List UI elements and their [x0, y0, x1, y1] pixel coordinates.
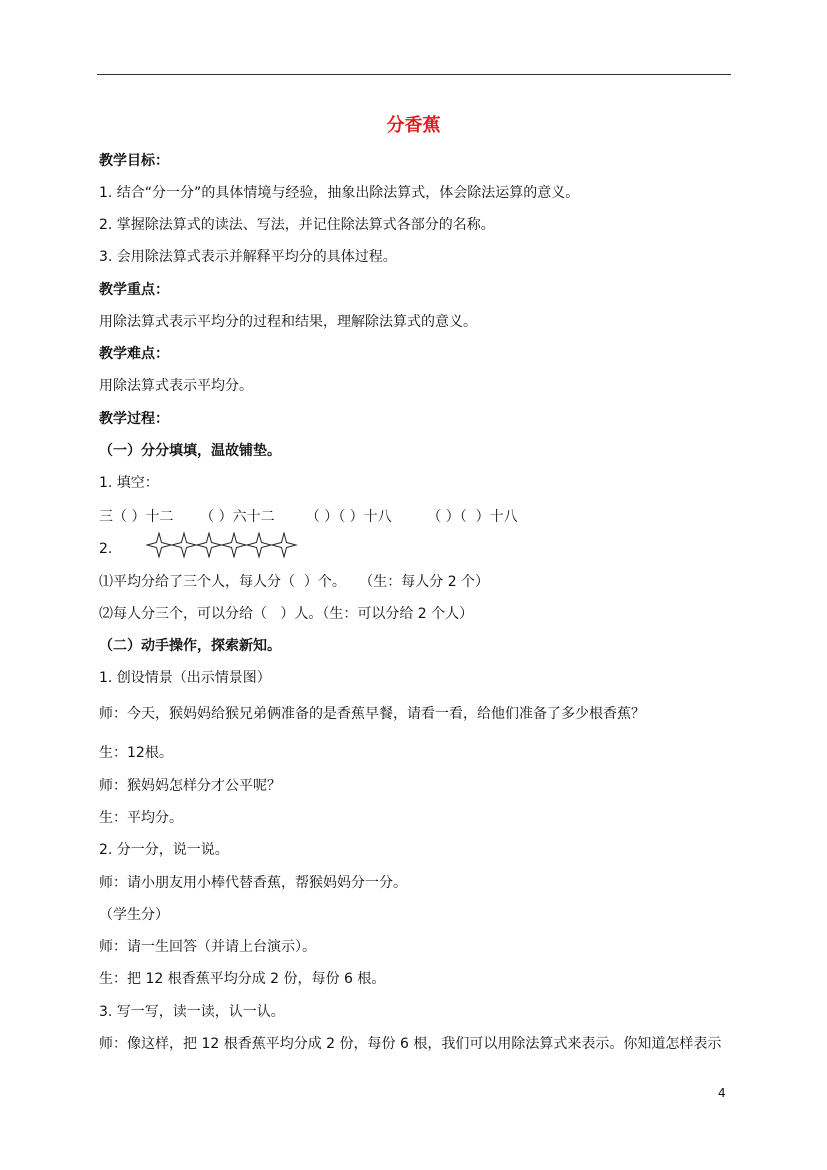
line-5: 用除法算式表示平均分的过程和结果，理解除法算式的意义。 [99, 314, 477, 330]
line-15: （二）动手操作，探索新知。 [99, 638, 281, 654]
header-rule [97, 74, 731, 75]
line-21: 2. 分一分，说一说。 [99, 842, 229, 858]
line-9: （一）分分填填，温故铺垫。 [99, 443, 281, 459]
stars-figure [146, 532, 300, 558]
star-icon [272, 533, 296, 557]
line-0: 教学目标： [99, 153, 169, 169]
page-number: 4 [718, 1086, 726, 1100]
line-12: 2. [99, 541, 113, 557]
line-11: 三（ ）十二 （ ）六十二 （ ）（ ）十八 （ ）（ ）十八 [99, 509, 518, 525]
line-16: 1. 创设情景（出示情景图） [99, 670, 271, 686]
line-23: （学生分） [99, 907, 169, 923]
line-1: 1. 结合“分一分”的具体情境与经验，抽象出除法算式，体会除法运算的意义。 [99, 185, 580, 201]
line-10: 1. 填空： [99, 475, 159, 491]
star-icon [222, 533, 246, 557]
line-3: 3. 会用除法算式表示并解释平均分的具体过程。 [99, 249, 397, 265]
star-icon [172, 533, 196, 557]
line-14: ⑵每人分三个，可以分给（ ）人。（生：可以分给 2 个人） [99, 606, 474, 622]
star-icon [147, 533, 171, 557]
line-24: 师：请一生回答（并请上台演示）。 [99, 939, 316, 955]
line-26: 3. 写一写，读一读，认一认。 [99, 1004, 285, 1020]
star-icon [197, 533, 221, 557]
line-6: 教学难点： [99, 346, 169, 362]
star-icon [247, 533, 271, 557]
line-20: 生：平均分。 [99, 810, 183, 826]
line-19: 师：猴妈妈怎样分才公平呢？ [99, 778, 281, 794]
line-7: 用除法算式表示平均分。 [99, 378, 253, 394]
line-17: 师：今天，猴妈妈给猴兄弟俩准备的是香蕉早餐，请看一看，给他们准备了多少根香蕉？ [99, 706, 645, 722]
document-title: 分香蕉 [386, 115, 441, 136]
line-4: 教学重点： [99, 282, 169, 298]
line-18: 生：12根。 [99, 745, 173, 761]
line-13: ⑴平均分给了三个人，每人分（ ）个。 （生：每人分 2 个） [99, 574, 490, 590]
line-25: 生：把 12 根香蕉平均分成 2 份，每份 6 根。 [99, 971, 386, 987]
line-27: 师：像这样，把 12 根香蕉平均分成 2 份，每份 6 根，我们可以用除法算式来表示。你知道怎样表示 [99, 1036, 722, 1052]
line-2: 2. 掌握除法算式的读法、写法，并记住除法算式各部分的名称。 [99, 217, 495, 233]
line-8: 教学过程： [99, 411, 169, 427]
line-22: 师：请小朋友用小棒代替香蕉，帮猴妈妈分一分。 [99, 875, 407, 891]
